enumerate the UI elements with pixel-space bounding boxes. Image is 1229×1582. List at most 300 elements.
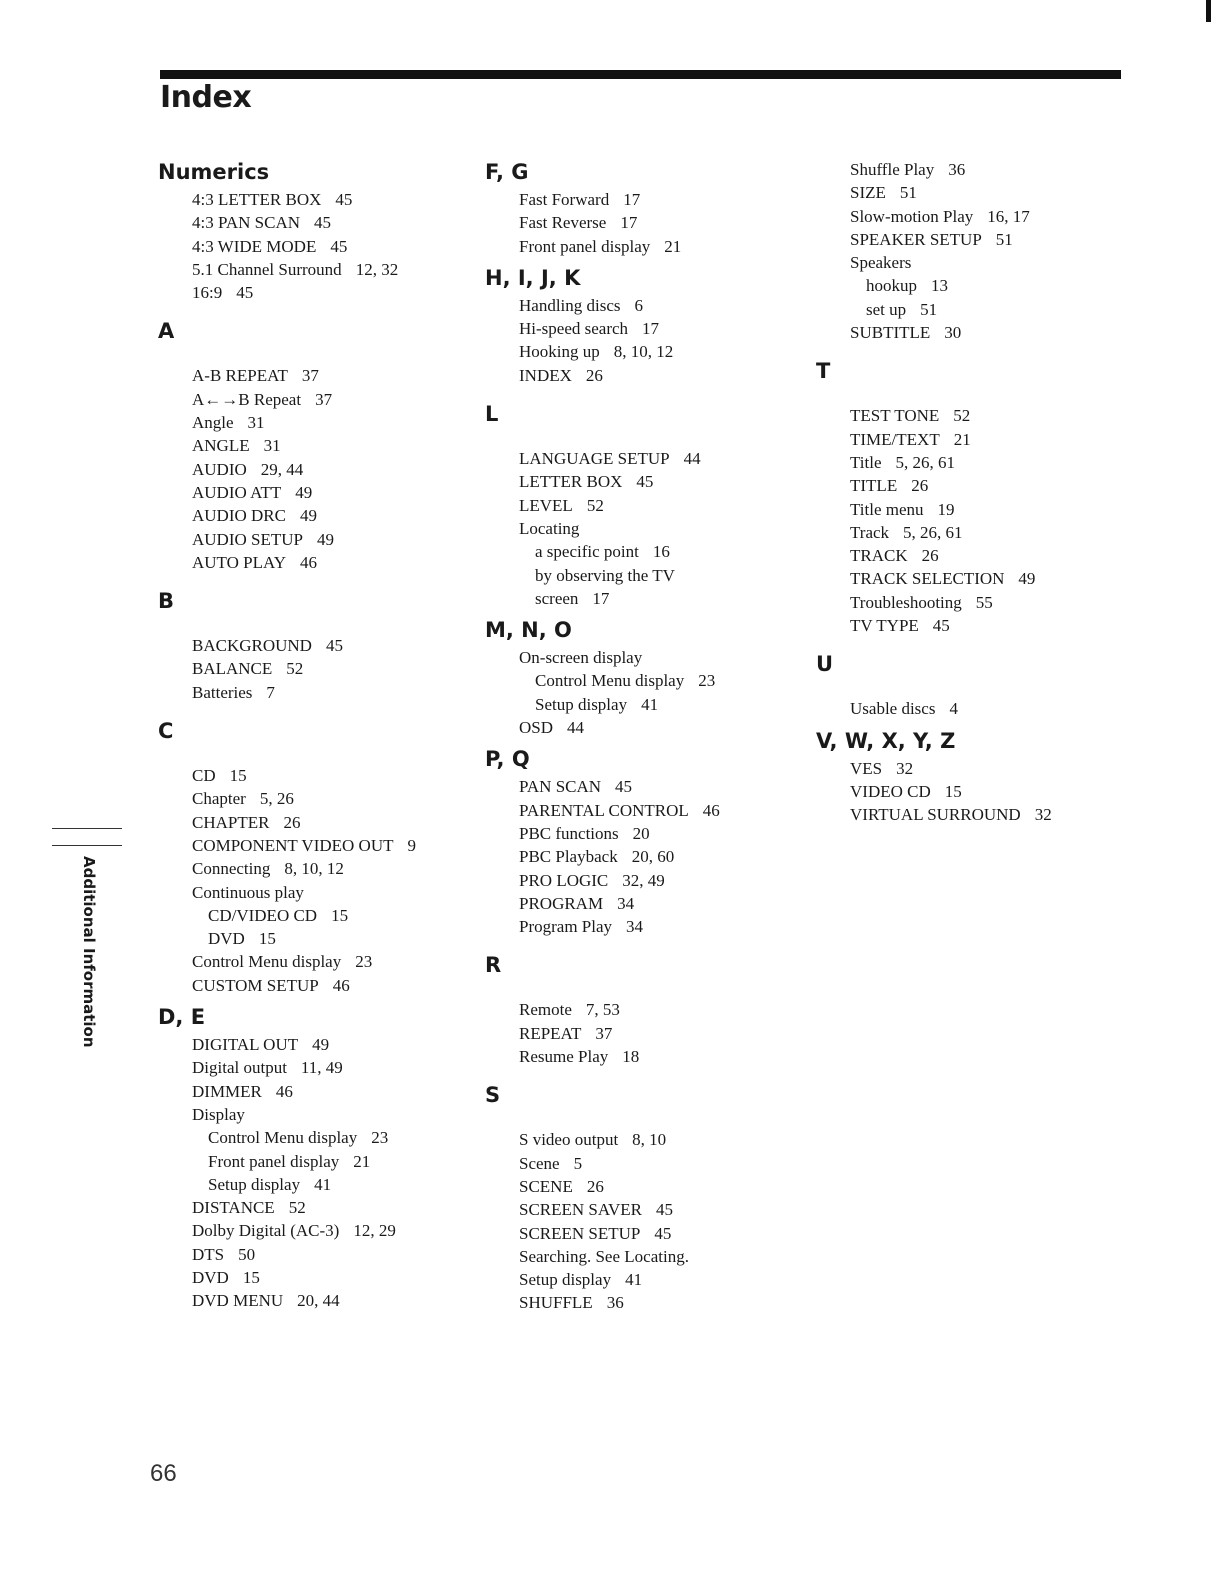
index-entry [519, 822, 785, 845]
index-section [158, 158, 458, 304]
entry-pages: 49 [295, 482, 313, 502]
index-entry [850, 404, 1116, 427]
entry-term: Remote [519, 1000, 572, 1020]
index-section [158, 580, 458, 704]
index-entry [192, 974, 458, 997]
entry-term: SCREEN SETUP [519, 1223, 641, 1243]
entry-pages: 8, 10 [632, 1130, 667, 1150]
entry-pages: 32 [1034, 805, 1052, 825]
entry-term: Handling discs [519, 295, 621, 315]
entry-pages: 8, 10, 12 [284, 859, 344, 879]
index-subentry [519, 540, 785, 563]
entry-term: Track [850, 522, 890, 542]
entry-term: Front panel display [208, 1151, 340, 1171]
index-entry [519, 716, 785, 739]
entry-pages: 45 [655, 1200, 673, 1220]
entry-pages: 51 [899, 183, 917, 203]
entry-term: SCREEN SAVER [519, 1200, 642, 1220]
entry-pages: 46 [275, 1081, 293, 1101]
section-heading: S [485, 1083, 501, 1108]
entry-list [485, 1128, 785, 1314]
entry-term: Speakers [850, 253, 912, 273]
entry-pages: 36 [948, 160, 966, 179]
entry-term: TRACK [850, 546, 908, 566]
index-entry [192, 834, 458, 857]
entry-pages: 26 [586, 1176, 604, 1196]
entry-pages: 34 [617, 893, 635, 913]
entry-term: PAN SCAN [519, 777, 602, 797]
entry-pages: 49 [316, 529, 334, 549]
entry-term: Control Menu display [208, 1128, 358, 1148]
entry-term: by observing the TV [535, 565, 675, 585]
index-entry [192, 1266, 458, 1289]
index-entry [192, 364, 458, 387]
index-entry [192, 1080, 458, 1103]
entry-term: Resume Play [519, 1047, 609, 1067]
entry-pages: 26 [921, 546, 939, 566]
entry-term: TRACK SELECTION [850, 569, 1005, 589]
entry-pages: 23 [371, 1128, 389, 1148]
entry-pages: 20 [632, 823, 650, 843]
entry-list [816, 757, 1116, 827]
index-entry [519, 188, 785, 211]
entry-term: On-screen display [519, 648, 643, 668]
index-section [485, 944, 785, 1068]
index-entry [192, 1056, 458, 1079]
entry-term: Title [850, 452, 882, 472]
index-entry [519, 1222, 785, 1245]
entry-term: LEVEL [519, 495, 573, 515]
entry-term: Hooking up [519, 342, 600, 362]
entry-term: CHAPTER [192, 812, 270, 832]
side-tab-rule [52, 845, 122, 846]
index-entry [192, 1196, 458, 1219]
entry-list [158, 764, 458, 997]
entry-term: Fast Forward [519, 190, 610, 209]
entry-pages: 7 [266, 682, 275, 702]
index-entry [519, 799, 785, 822]
entry-term: COMPONENT VIDEO OUT [192, 835, 394, 855]
entry-list [485, 294, 785, 387]
entry-list [158, 634, 458, 704]
index-entry [192, 551, 458, 574]
entry-pages: 32 [896, 758, 914, 778]
entry-term: Fast Reverse [519, 213, 607, 233]
index-entry [192, 1219, 458, 1242]
index-entry [519, 211, 785, 234]
entry-term: TITLE [850, 476, 898, 496]
entry-term: a specific point [535, 542, 639, 562]
entry-term: SUBTITLE [850, 323, 931, 343]
entry-pages: 51 [995, 229, 1013, 249]
index-subentry [519, 564, 785, 587]
index-entry [192, 681, 458, 704]
entry-term: Setup display [208, 1174, 301, 1194]
index-column-1 [158, 158, 458, 1319]
entry-pages: 45 [654, 1223, 672, 1243]
index-entry [192, 1289, 458, 1312]
entry-pages: 13 [931, 276, 948, 296]
section-heading: C [158, 719, 174, 744]
section-heading: B [158, 589, 175, 614]
index-entry [519, 235, 785, 258]
entry-pages: 6 [634, 295, 644, 315]
entry-term: S video output [519, 1130, 619, 1150]
entry-term: Troubleshooting [850, 592, 962, 612]
entry-pages: 30 [944, 323, 962, 343]
entry-pages: 17 [642, 319, 660, 339]
entry-pages: 16, 17 [987, 206, 1030, 226]
index-entry [519, 470, 785, 493]
side-tab-label: Additional Information [80, 856, 98, 1048]
index-entry [192, 764, 458, 787]
entry-pages: 21 [664, 236, 682, 256]
page-title: Index [160, 80, 252, 115]
index-entry [850, 158, 1116, 181]
entry-list [158, 364, 458, 574]
index-entry [192, 458, 458, 481]
entry-term: Angle [192, 413, 234, 433]
index-entry [850, 474, 1116, 497]
entry-pages: 17 [592, 588, 610, 608]
index-entry [192, 657, 458, 680]
index-entry [192, 528, 458, 551]
index-entry [850, 567, 1116, 590]
entry-list [158, 188, 458, 304]
entry-pages: 12, 32 [355, 259, 399, 279]
entry-pages: 46 [332, 975, 350, 995]
index-entry [519, 775, 785, 798]
index-entry [850, 181, 1116, 204]
index-subentry [850, 274, 1116, 297]
entry-pages: 5 [573, 1153, 583, 1173]
entry-pages: 5, 26 [259, 789, 294, 809]
entry-list [816, 158, 1116, 344]
section-heading: Numerics [158, 160, 270, 184]
entry-term: 4:3 WIDE MODE [192, 236, 317, 256]
entry-pages: 18 [622, 1047, 640, 1067]
entry-pages: 45 [330, 236, 348, 256]
entry-term: TIME/TEXT [850, 429, 940, 449]
index-subentry [519, 693, 785, 716]
entry-pages: 21 [953, 429, 971, 449]
entry-term: TV TYPE [850, 616, 919, 636]
section-heading: H, I, J, K [485, 265, 581, 290]
entry-term: PARENTAL CONTROL [519, 800, 689, 820]
entry-list [816, 404, 1116, 637]
index-entry [192, 857, 458, 880]
entry-term: Chapter [192, 789, 246, 809]
entry-pages: 23 [355, 952, 373, 972]
entry-pages: 41 [314, 1174, 332, 1194]
entry-term: 4:3 PAN SCAN [192, 213, 301, 233]
entry-term: Searching. See Locating. [519, 1246, 689, 1266]
index-entry [192, 811, 458, 834]
index-column-3 [816, 158, 1116, 833]
entry-pages: 21 [353, 1151, 371, 1171]
entry-term: hookup [866, 276, 917, 296]
entry-term: SPEAKER SETUP [850, 229, 982, 249]
entry-pages: 37 [315, 389, 333, 409]
index-entry [192, 388, 458, 411]
entry-term: LETTER BOX [519, 472, 623, 492]
entry-pages: 49 [1018, 569, 1036, 589]
entry-pages: 49 [299, 506, 317, 526]
index-entry [192, 881, 458, 904]
index-entry [519, 1045, 785, 1068]
entry-term: DIGITAL OUT [192, 1035, 299, 1055]
entry-pages: 26 [283, 812, 301, 832]
entry-term: PBC Playback [519, 847, 618, 867]
index-entry [192, 211, 458, 234]
entry-term: AUDIO ATT [192, 482, 282, 502]
index-entry [519, 1198, 785, 1221]
index-section [816, 727, 1116, 827]
section-heading: U [816, 652, 834, 677]
side-tab-rule [52, 828, 122, 829]
index-entry [850, 591, 1116, 614]
index-section [485, 393, 785, 610]
entry-term: VIDEO CD [850, 781, 931, 801]
index-entry [850, 205, 1116, 228]
entry-pages: 49 [312, 1035, 330, 1055]
index-section [816, 158, 1116, 344]
entry-pages: 45 [325, 636, 343, 656]
index-entry [519, 915, 785, 938]
entry-pages: 45 [615, 777, 633, 797]
index-entry [192, 1103, 458, 1126]
index-entry [519, 517, 785, 540]
index-entry [192, 411, 458, 434]
entry-list [485, 188, 785, 258]
section-heading: T [816, 359, 831, 384]
page-number: 66 [150, 1460, 177, 1487]
entry-term: AUDIO [192, 459, 247, 479]
index-subentry [850, 298, 1116, 321]
entry-pages: 52 [286, 659, 304, 679]
entry-pages: 19 [937, 499, 955, 519]
entry-term: LANGUAGE SETUP [519, 449, 670, 469]
entry-term: Usable discs [850, 699, 936, 719]
entry-term: BACKGROUND [192, 636, 312, 656]
entry-list [485, 998, 785, 1068]
index-entry [519, 869, 785, 892]
entry-pages: 5, 26, 61 [903, 522, 963, 542]
index-entry [192, 1243, 458, 1266]
entry-term: Continuous play [192, 882, 304, 902]
index-entry [519, 892, 785, 915]
entry-term: INDEX [519, 365, 572, 385]
index-entry [192, 434, 458, 457]
section-heading: P, Q [485, 747, 530, 772]
entry-pages: 46 [702, 800, 720, 820]
entry-term: Batteries [192, 682, 253, 702]
entry-pages: 32, 49 [622, 870, 665, 890]
index-entry [850, 498, 1116, 521]
index-entry [850, 780, 1116, 803]
index-section [485, 1074, 785, 1314]
index-entry [519, 1268, 785, 1291]
entry-term: Digital output [192, 1058, 287, 1078]
entry-pages: 45 [636, 472, 654, 492]
index-entry [519, 1152, 785, 1175]
entry-term: Scene [519, 1153, 560, 1173]
entry-pages: 37 [595, 1023, 613, 1043]
entry-pages: 45 [335, 190, 353, 209]
entry-pages: 17 [620, 213, 638, 233]
index-entry [850, 544, 1116, 567]
entry-term: ANGLE [192, 436, 250, 456]
entry-pages: 41 [641, 694, 659, 714]
index-subentry [192, 927, 458, 950]
entry-pages: 52 [288, 1198, 306, 1218]
entry-pages: 15 [229, 766, 247, 786]
entry-pages: 51 [920, 299, 938, 319]
entry-pages: 52 [586, 495, 604, 515]
index-entry [519, 998, 785, 1021]
entry-pages: 15 [242, 1267, 260, 1287]
entry-term: Control Menu display [535, 671, 685, 691]
entry-term: set up [866, 299, 907, 319]
entry-term: PBC functions [519, 823, 619, 843]
entry-pages: 16 [652, 542, 670, 562]
entry-pages: 20, 44 [297, 1291, 340, 1311]
index-subentry [192, 1126, 458, 1149]
entry-term: CD [192, 766, 216, 786]
section-heading: D, E [158, 1005, 206, 1030]
entry-term: Dolby Digital (AC-3) [192, 1221, 340, 1241]
entry-term: Program Play [519, 917, 613, 937]
entry-list [485, 447, 785, 610]
index-entry [850, 228, 1116, 251]
section-heading: V, W, X, Y, Z [816, 728, 956, 753]
index-entry [192, 504, 458, 527]
entry-term: Slow-motion Play [850, 206, 974, 226]
index-entry [192, 787, 458, 810]
entry-pages: 44 [567, 718, 585, 738]
entry-term: Locating [519, 518, 580, 538]
index-section [485, 158, 785, 258]
index-entry [519, 317, 785, 340]
index-entry [850, 428, 1116, 451]
entry-term: AUTO PLAY [192, 552, 286, 572]
entry-term: VIRTUAL SURROUND [850, 805, 1021, 825]
index-entry [850, 757, 1116, 780]
entry-pages: 23 [698, 671, 716, 691]
entry-pages: 46 [300, 552, 317, 572]
index-section [158, 310, 458, 574]
entry-pages: 26 [585, 365, 603, 385]
index-subentry [519, 587, 785, 610]
entry-pages: 36 [606, 1293, 624, 1313]
entry-term: CD/VIDEO CD [208, 905, 318, 925]
entry-term: DVD [208, 929, 245, 949]
entry-term: Display [192, 1104, 245, 1124]
index-entry [192, 258, 458, 281]
index-entry [519, 646, 785, 669]
index-entry [850, 614, 1116, 637]
entry-term: SIZE [850, 183, 886, 203]
entry-pages: 15 [331, 905, 349, 925]
entry-pages: 29, 44 [260, 459, 304, 479]
entry-term: PRO LOGIC [519, 870, 609, 890]
entry-term: A-B REPEAT [192, 366, 288, 386]
index-entry [519, 1291, 785, 1314]
index-column-2 [485, 158, 785, 1321]
index-subentry [192, 1173, 458, 1196]
entry-pages: 9 [407, 835, 416, 855]
section-heading: A [158, 319, 175, 344]
index-entry [519, 447, 785, 470]
entry-term: DISTANCE [192, 1198, 275, 1218]
entry-term: Control Menu display [192, 952, 342, 972]
entry-term: VES [850, 758, 883, 778]
entry-pages: 31 [263, 436, 281, 456]
index-entry [850, 697, 1116, 720]
entry-term: Connecting [192, 859, 271, 879]
entry-term: Setup display [519, 1270, 612, 1290]
index-section [485, 264, 785, 387]
entry-pages: 15 [258, 929, 276, 949]
entry-term: DTS [192, 1244, 225, 1264]
entry-pages: 41 [625, 1270, 643, 1290]
entry-term: Setup display [535, 694, 628, 714]
entry-pages: 52 [953, 406, 971, 426]
index-entry [519, 494, 785, 517]
section-heading: R [485, 953, 502, 978]
entry-pages: 55 [975, 592, 993, 612]
entry-pages: 15 [944, 781, 962, 801]
index-entry [519, 1022, 785, 1045]
entry-pages: 17 [623, 190, 641, 209]
entry-term: AUDIO DRC [192, 506, 286, 526]
entry-pages: 8, 10, 12 [613, 342, 674, 362]
entry-pages: 44 [683, 449, 701, 469]
index-entry [192, 1033, 458, 1056]
section-heading: F, G [485, 160, 529, 184]
index-entry [192, 634, 458, 657]
entry-term: AUDIO SETUP [192, 529, 303, 549]
index-entry [519, 1175, 785, 1198]
corner-tab-mark [1206, 0, 1211, 22]
index-entry [519, 845, 785, 868]
entry-term: OSD [519, 718, 554, 738]
entry-pages: 4 [949, 699, 958, 719]
top-rule [160, 70, 1121, 79]
section-heading: M, N, O [485, 618, 572, 643]
entry-pages: 45 [236, 283, 254, 303]
index-entry [192, 281, 458, 304]
entry-term: Hi-speed search [519, 319, 629, 339]
index-entry [192, 235, 458, 258]
index-section [816, 350, 1116, 637]
index-entry [850, 451, 1116, 474]
entry-pages: 26 [911, 476, 929, 496]
entry-term: Shuffle Play [850, 160, 935, 179]
index-entry [850, 521, 1116, 544]
entry-term: Front panel display [519, 236, 651, 256]
entry-pages: 20, 60 [631, 847, 675, 867]
entry-list [158, 1033, 458, 1313]
index-entry [850, 321, 1116, 344]
index-entry [519, 364, 785, 387]
entry-term: 16:9 [192, 283, 223, 303]
index-section [816, 643, 1116, 720]
entry-term: PROGRAM [519, 893, 604, 913]
entry-pages: 7, 53 [585, 1000, 620, 1020]
entry-term: TEST TONE [850, 406, 940, 426]
index-entry [192, 481, 458, 504]
